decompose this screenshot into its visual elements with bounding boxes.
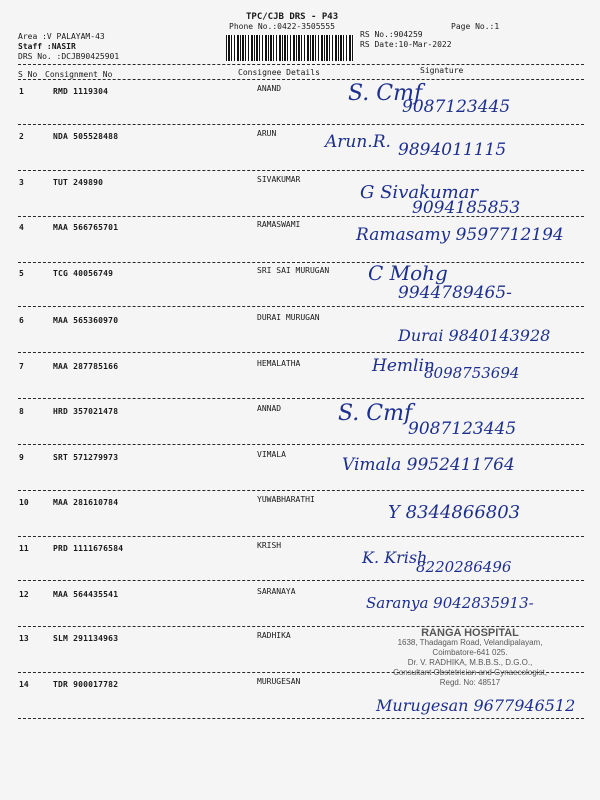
divider	[18, 124, 584, 125]
signature: Arun.R.	[325, 132, 391, 152]
col-consignee: Consignee Details	[238, 68, 320, 77]
divider	[18, 718, 584, 719]
col-sno: S No	[18, 70, 38, 79]
table-row	[0, 81, 600, 137]
signature-phone: 9094185853	[412, 198, 521, 218]
divider	[18, 352, 584, 353]
signature: Murugesan 9677946512	[376, 696, 576, 715]
row-sno: 9	[19, 453, 24, 462]
row-consignment: SRT 571279973	[53, 453, 119, 462]
signature: Durai 9840143928	[398, 326, 551, 345]
col-signature: Signature	[420, 66, 464, 75]
divider	[18, 262, 584, 263]
divider	[18, 398, 584, 399]
divider	[18, 306, 584, 307]
row-consignee: ARUN	[257, 129, 277, 138]
row-consignee: YUWABHARATHI	[257, 495, 315, 504]
row-consignment: MAA 564435541	[53, 590, 119, 599]
row-consignee: RADHIKA	[257, 631, 291, 640]
row-consignment: NDA 505528488	[53, 132, 119, 141]
divider	[18, 170, 584, 171]
row-consignee: HEMALATHA	[257, 359, 301, 368]
row-sno: 6	[19, 316, 24, 325]
row-consignee: SIVAKUMAR	[257, 175, 301, 184]
signature-phone: 9087123445	[408, 419, 517, 439]
table-row	[0, 261, 600, 319]
row-consignment: MAA 281610784	[53, 498, 119, 507]
stamp-address: 1638, Thadagam Road, Velandipalayam,	[397, 638, 543, 647]
row-sno: 7	[19, 362, 24, 371]
row-sno: 4	[19, 223, 24, 232]
stamp-doctor: Dr. V. RADHIKA, M.B.B.S., D.G.O.,	[407, 658, 533, 667]
rs-number: RS No.:904259	[360, 30, 423, 39]
row-consignment: RMD 1119304	[53, 87, 109, 96]
stamp-designation: Consultant Obstetrician and Gynaecologist,	[393, 668, 547, 677]
barcode	[226, 35, 354, 61]
table-row	[0, 495, 600, 548]
row-consignment: MAA 287785166	[53, 362, 119, 371]
row-sno: 1	[19, 87, 24, 96]
row-consignment: MAA 566765701	[53, 223, 119, 232]
phone-number: Phone No.:0422-3505555	[229, 22, 335, 31]
row-consignment: TDR 900017782	[53, 680, 119, 689]
signature-phone: 9894011115	[398, 140, 507, 160]
divider	[18, 64, 584, 65]
row-consignee: KRISH	[257, 541, 282, 550]
row-consignment: MAA 565360970	[53, 316, 119, 325]
row-consignment: TUT 249890	[53, 178, 104, 187]
divider	[18, 580, 584, 581]
row-sno: 12	[19, 590, 29, 599]
divider	[18, 79, 584, 80]
row-consignment: TCG 40056749	[53, 269, 114, 278]
row-consignee: SRI SAI MURUGAN	[257, 266, 330, 275]
divider	[18, 444, 584, 445]
row-consignment: HRD 357021478	[53, 407, 119, 416]
drs-number: DRS No. :DCJB90425901	[18, 52, 120, 61]
signature: Saranya 9042835913-	[366, 594, 534, 612]
signature: Ramasamy 9597712194	[356, 225, 564, 245]
signature-phone: 8098753694	[424, 364, 520, 382]
table-row	[0, 401, 600, 457]
signature: Hemlin	[372, 356, 435, 376]
row-consignment: SLM 291134963	[53, 634, 119, 643]
divider	[18, 536, 584, 537]
signature: C Mohg	[368, 261, 448, 285]
row-consignee: MURUGESAN	[257, 677, 301, 686]
signature-phone: 8220286496	[416, 558, 512, 576]
row-consignee: ANNAD	[257, 404, 282, 413]
row-sno: 3	[19, 178, 24, 187]
divider	[18, 490, 584, 491]
row-sno: 11	[19, 544, 29, 553]
row-consignee: VIMALA	[257, 450, 286, 459]
staff: Staff :NASIR	[18, 42, 76, 51]
row-sno: 2	[19, 132, 24, 141]
table-row	[0, 541, 600, 594]
row-consignee: SARANAYA	[257, 587, 296, 596]
row-sno: 8	[19, 407, 24, 416]
stamp-hospital-name: RANGA HOSPITAL	[421, 627, 519, 639]
stamp-regd: Regd. No: 48517	[439, 678, 501, 687]
area: Area :V PALAYAM-43	[18, 32, 105, 41]
row-consignee: DURAI MURUGAN	[257, 313, 320, 322]
rs-date: RS Date:10-Mar-2022	[360, 40, 452, 49]
hospital-stamp	[360, 628, 580, 688]
signature-phone: 9087123445	[402, 97, 511, 117]
signature: G Sivakumar	[360, 182, 478, 203]
drs-title: TPC/CJB DRS - P43	[246, 12, 339, 22]
row-sno: 5	[19, 269, 24, 278]
signature: K. Krish	[362, 548, 428, 567]
signature-phone: 9944789465-	[398, 283, 512, 303]
row-sno: 13	[19, 634, 29, 643]
row-consignment: PRD 1111676584	[53, 544, 124, 553]
row-consignee: ANAND	[257, 84, 282, 93]
signature: S. Cmf	[348, 81, 423, 106]
col-consignment: Consignment No	[45, 70, 113, 79]
signature: Vimala 9952411764	[342, 455, 515, 475]
row-consignee: RAMASWAMI	[257, 220, 301, 229]
divider	[18, 216, 584, 217]
row-sno: 10	[19, 498, 29, 507]
row-sno: 14	[19, 680, 29, 689]
page-number: Page No.:1	[451, 22, 500, 31]
signature: S. Cmf	[338, 401, 413, 426]
signature: Y 8344866803	[388, 502, 521, 523]
table-row	[0, 356, 600, 412]
stamp-city: Coimbatore-641 025.	[432, 648, 508, 657]
